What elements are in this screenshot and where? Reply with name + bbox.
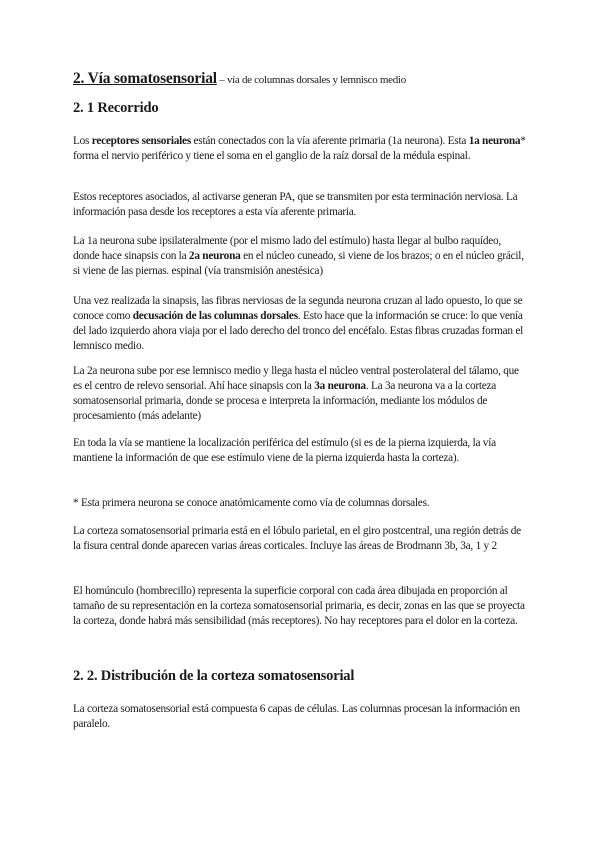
title-subtitle: – vía de columnas dorsales y lemnisco medio [216,74,406,86]
bold-term: 1a neurona [468,135,521,147]
paragraph-2: Estos receptores asociados, al activarse generan PA, que se transmiten por esta terminación nerviosa. La información pasa desde los receptores a esta vía aferente primaria. [73,191,518,218]
paragraph-5: La 2a neurona sube por ese lemnisco medio y llega hasta el núcleo ventral posterolateral del tálamo, que es el centro de relevo sensorial. Ahí hace sinapsis con la 3a neurona. La 3a neurona va a la corteza somatosensorial primaria, donde se procesa e interpreta la información, mediante los módulos de procesamiento (más adelante) [73,365,519,422]
bold-term: decusación de las columnas dorsales [132,310,298,322]
bold-term: 2a neurona [188,250,241,262]
document-title [73,70,528,88]
paragraph-7: La corteza somatosensorial primaria está en el lóbulo parietal, en el giro postcentral, una región detrás de la fisura central donde aparecen varias áreas corticales. Incluye las áreas de Brodmann 3b, 3a, 1 y 2 [73,525,521,552]
paragraph-1: Los receptores sensoriales están conectados con la vía aferente primaria (1a neurona). Esta 1a neurona* forma el nervio periférico y tiene el soma en el ganglio de la raíz dorsal de la médula espinal. [73,135,526,162]
section-heading-distribucion: 2. 2. Distribución de la corteza somatosensorial [73,668,355,684]
section-heading-recorrido: 2. 1 Recorrido [73,100,159,116]
paragraph-4: Una vez realizada la sinapsis, las fibras nerviosas de la segunda neurona cruzan al lado opuesto, lo que se conoce como decusación de las columnas dorsales. Esto hace que la información se cruce: lo que venía del lado izquierdo ahora viaja por el lado derecho del tronco del encéfalo. Estas fibras cruzadas forman el lemnisco medio. [73,295,524,352]
bold-term: 3a neurona [314,380,366,392]
paragraph-3: La 1a neurona sube ipsilateralmente (por el mismo lado del estímulo) hasta llegar al bulbo raquídeo, donde hace sinapsis con la 2a neurona en el núcleo cuneado, si viene de los brazos; o en el núcleo grácil, si viene de las piernas. espinal (vía transmisión anestésica) [73,235,524,277]
title-main: 2. Vía somatosensorial [73,70,217,87]
paragraph-9: La corteza somatosensorial está compuesta 6 capas de células. Las columnas procesan la información en paralelo. [73,703,520,730]
paragraph-8: El homúnculo (hombrecillo) representa la superficie corporal con cada área dibujada en proporción al tamaño de su representación en la corteza somatosensorial primaria, es decir, zonas en las que se proyecta la corteza, donde habrá más sensibilidad (más receptores). No hay receptores para el dolor en la corteza. [73,585,525,627]
bold-term: receptores sensoriales [91,135,191,147]
footnote-paragraph: * Esta primera neurona se conoce anatómicamente como vía de columnas dorsales. [73,497,430,509]
paragraph-6: En toda la vía se mantiene la localización periférica del estímulo (si es de la pierna izquierda, la vía mantiene la información de que ese estímulo viene de la pierna izquierda hasta la corteza). [73,437,496,464]
